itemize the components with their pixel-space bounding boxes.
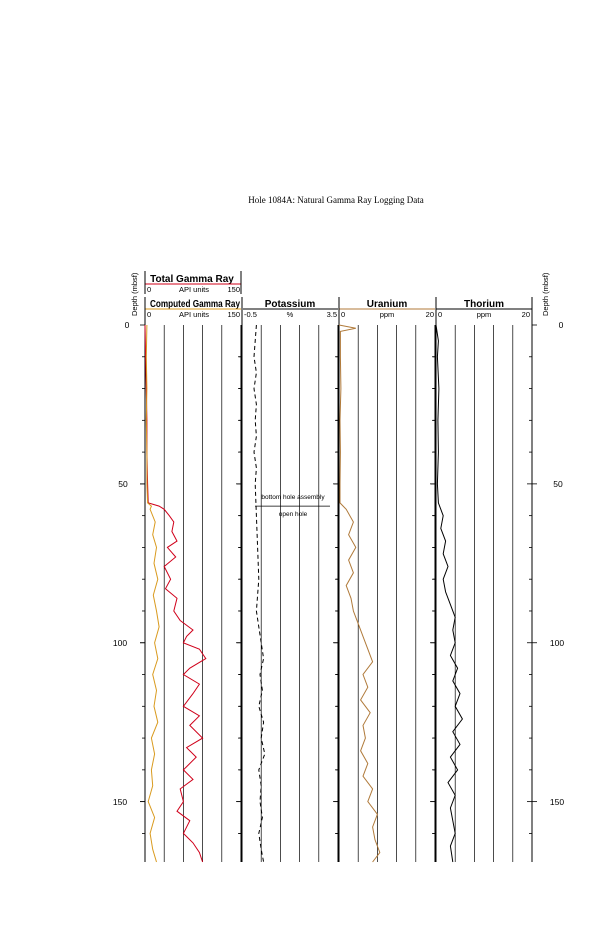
curve-layer [145,325,462,862]
track-title: Total Gamma Ray [150,274,234,285]
range-min: 0 [147,285,152,294]
range-max: 20 [521,310,530,319]
header-computed-gamma-ray [145,299,241,319]
potassium-curve [254,325,265,862]
depth-ticks-left [113,320,130,807]
depth-tick-label: 50 [118,479,128,489]
depth-tick-label: 0 [124,320,130,330]
thorium-curve [436,325,462,862]
open-hole-label: open hole [278,511,308,518]
track-title: Potassium [264,299,316,310]
unit-label: API units [178,310,210,319]
header-total-gamma-ray [145,274,241,294]
depth-tick-label: 150 [112,797,128,807]
unit-label: ppm [379,310,395,319]
range-min: 0 [438,310,443,319]
range-max: 150 [227,310,240,319]
track-title: Thorium [464,299,504,310]
bha-label: bottom hole assembly [261,494,325,501]
depth-ticks-right [550,320,564,807]
depth-tick-label: 100 [549,638,565,648]
computed-gamma-ray-curve [146,325,159,862]
track-title: Computed Gamma Ray [150,299,241,310]
depth-axis-label-right: Depth (mbsf) [541,272,550,316]
range-min: -0.5 [244,310,257,319]
depth-tick-label: 100 [112,638,128,648]
uranium-curve [339,325,380,862]
depth-tick-label: 0 [558,320,564,330]
depth-tick-label: 50 [553,479,563,489]
range-max: 3.5 [326,310,337,319]
unit-label: ppm [476,310,492,319]
unit-label: % [286,310,294,319]
depth-tick-label: 150 [549,797,565,807]
range-max: 150 [227,285,240,294]
track-title: Uranium [366,299,408,310]
header-uranium [339,299,435,319]
grid-layer [140,271,537,862]
range-min: 0 [341,310,346,319]
range-max: 20 [425,310,434,319]
header-thorium [436,299,532,319]
unit-label: API units [178,285,210,294]
range-min: 0 [147,310,152,319]
depth-axis-label-left: Depth (mbsf) [130,272,139,316]
header-potassium [243,299,338,319]
figure-title: Hole 1084A: Natural Gamma Ray Logging Data [248,195,424,205]
